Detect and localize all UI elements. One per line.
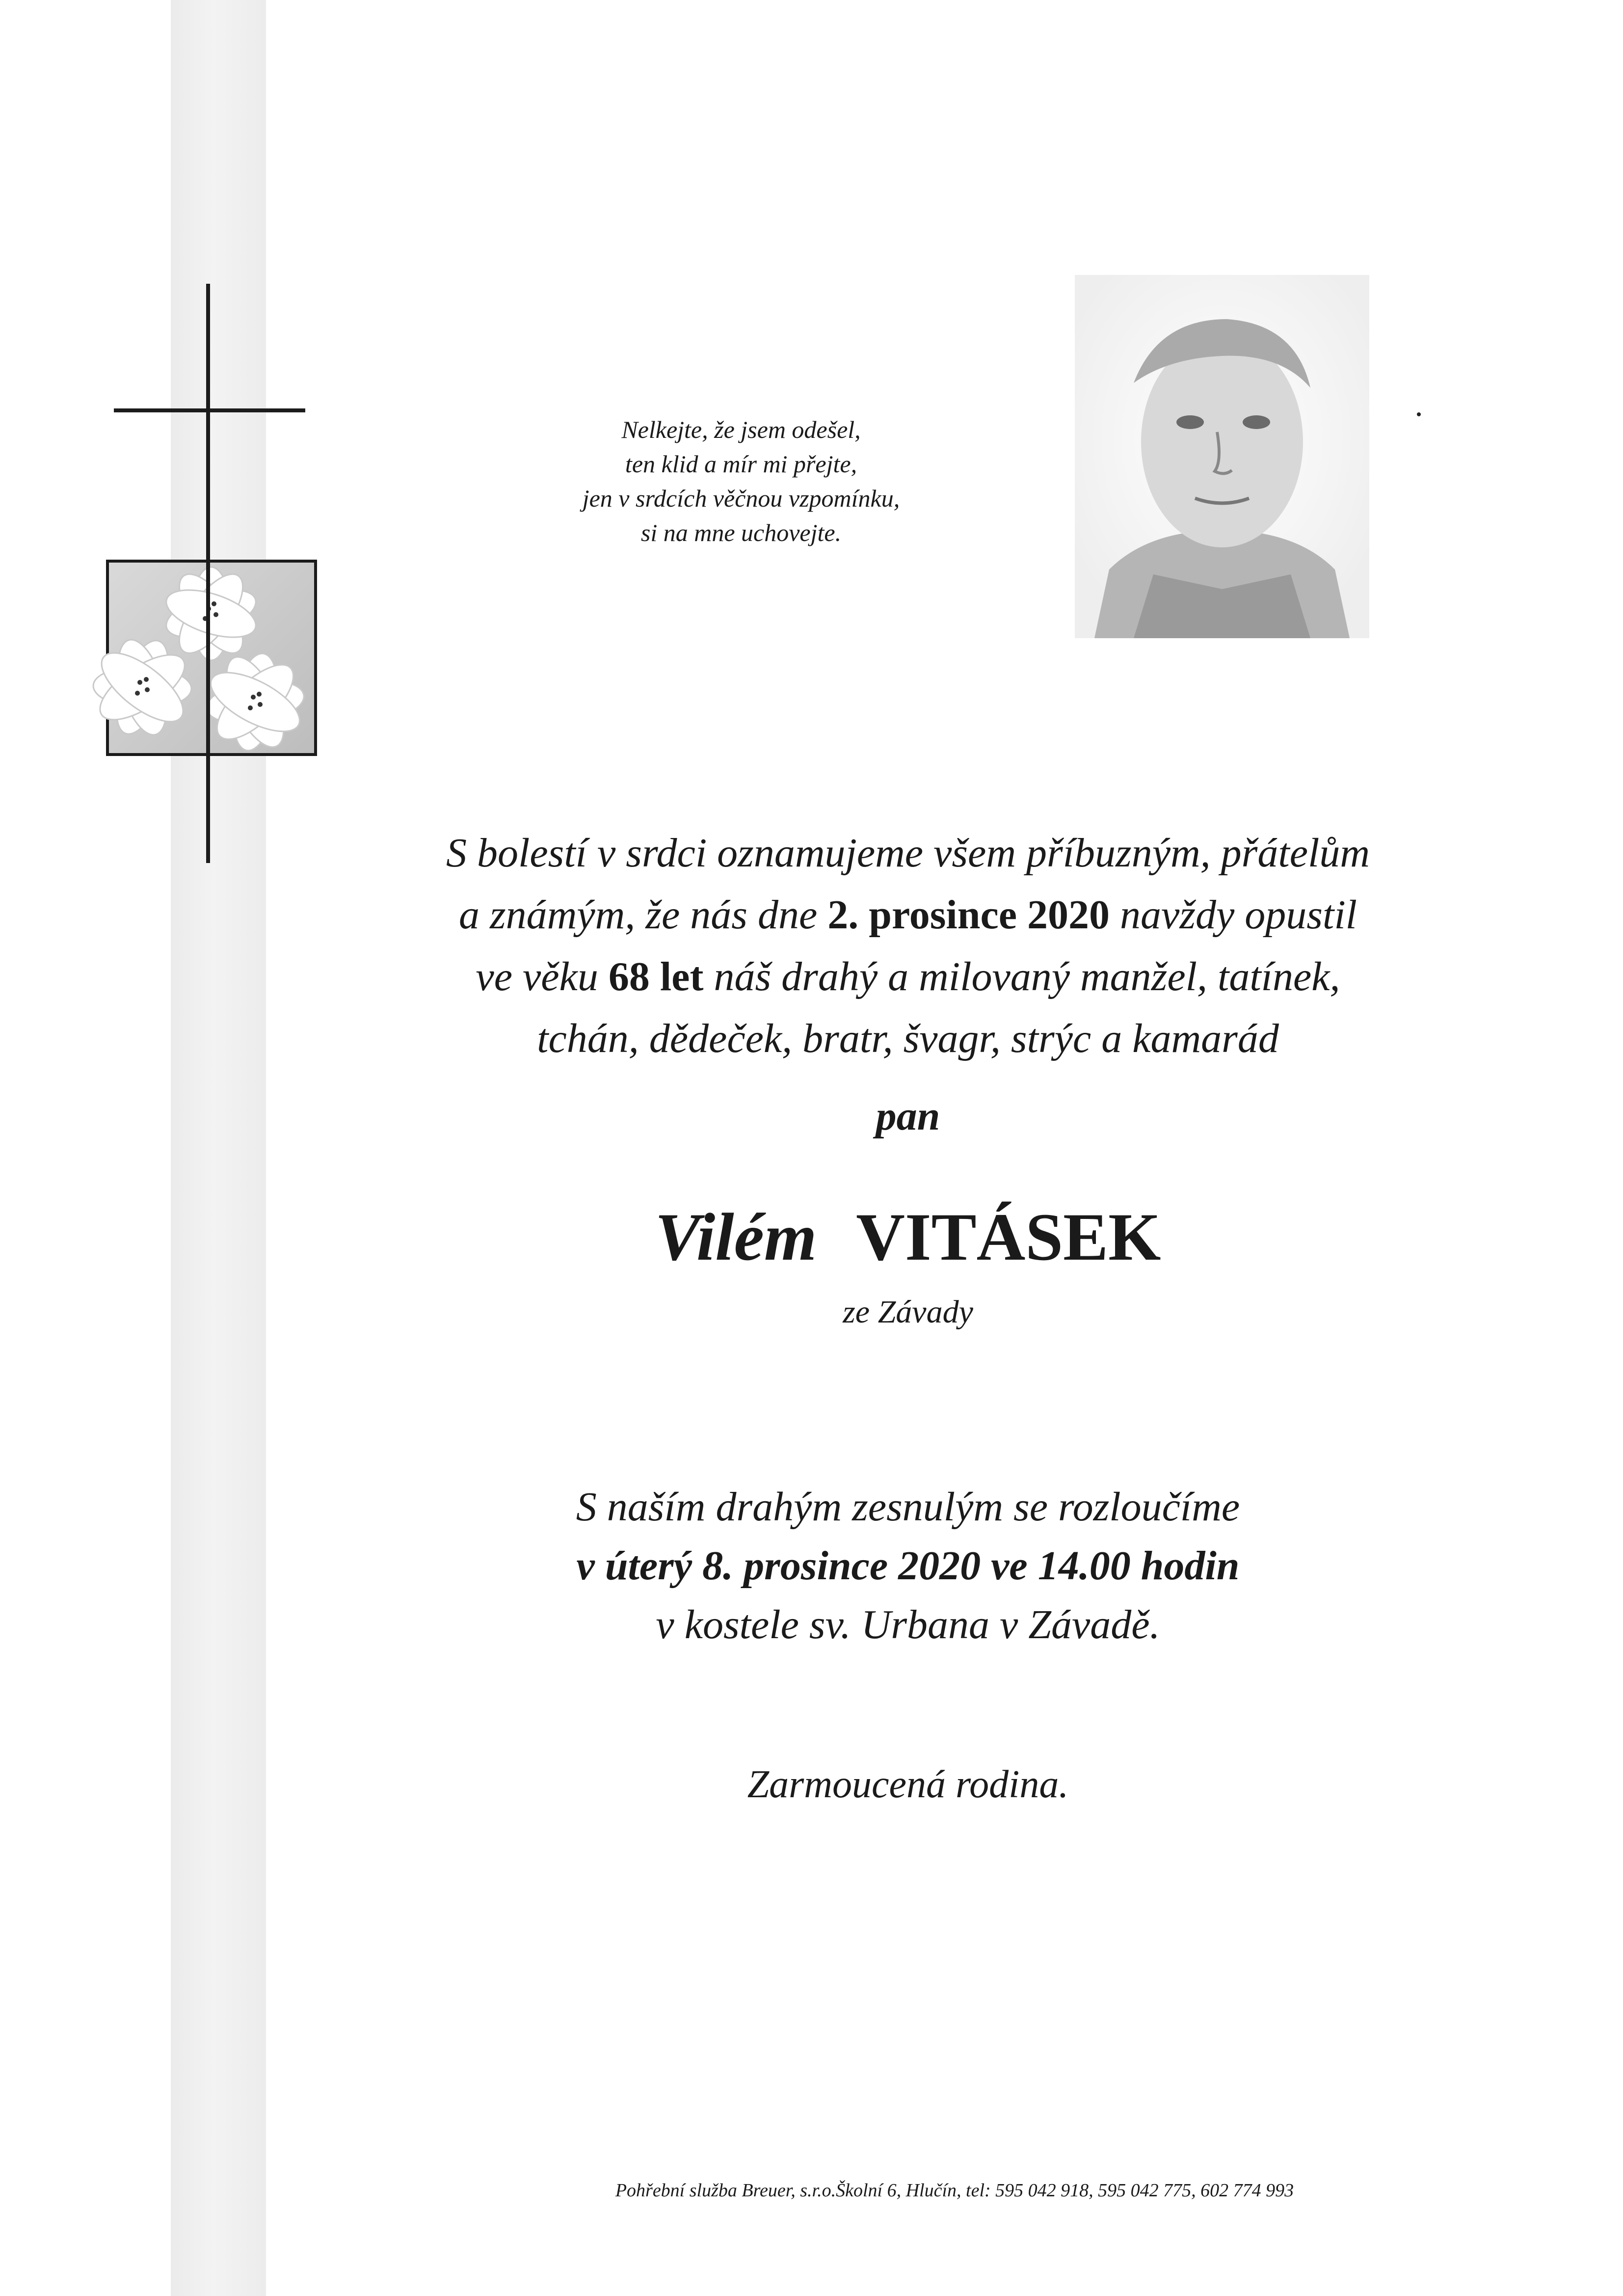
farewell-text [319,1478,1497,1654]
farewell-line: S naším drahým zesnulým se rozloučíme [576,1484,1240,1530]
funeral-service-footer: Pohřební služba Breuer, s.r.o.Školní 6, Hlučín, tel: 595 042 918, 595 042 775, 602 774 993 [615,2180,1294,2201]
poem-line: jen v srdcích věčnou vzpomínku, [582,485,900,512]
announcement-fragment: ve věku [476,954,598,999]
age-at-death: 68 let [608,954,704,999]
last-name: VITÁSEK [856,1199,1161,1274]
announcement-fragment: náš drahý a milovaný manžel, tatínek, [714,954,1340,999]
speck-dot [1417,412,1421,416]
lily-flowers-icon [69,540,324,776]
farewell-datetime: v úterý 8. prosince 2020 ve 14.00 hodin [576,1543,1240,1589]
death-date: 2. prosince 2020 [827,892,1110,938]
poem-line: Nelkejte, že jsem odešel, [621,416,861,443]
poem-line: ten klid a mír mi přejte, [625,450,857,478]
announcement-text [319,822,1497,1070]
announcement-fragment: navždy opustil [1120,892,1357,938]
announcement-fragment: a známým, že nás dne [458,892,818,938]
portrait-photo [1075,275,1369,638]
announcement-line: S bolestí v srdci oznamujeme všem příbuzným, přátelům [446,830,1370,876]
cross-vertical [206,284,210,863]
origin-text: ze Závady [843,1294,973,1330]
deceased-name [319,1198,1497,1276]
announcement-line: tchán, dědeček, bratr, švagr, strýc a kamarád [537,1016,1279,1061]
cross-horizontal [114,408,305,412]
honorific-title: pan [876,1093,940,1139]
family-signature: Zarmoucená rodina. [747,1763,1069,1806]
first-name: Vilém [655,1199,817,1274]
memorial-poem [520,412,962,550]
announcement-line [319,946,1497,1008]
farewell-location: v kostele sv. Urbana v Závadě. [656,1602,1160,1648]
poem-line: si na mne uchovejte. [640,519,842,546]
announcement-line [319,884,1497,946]
decorative-ribbon [171,0,266,2296]
